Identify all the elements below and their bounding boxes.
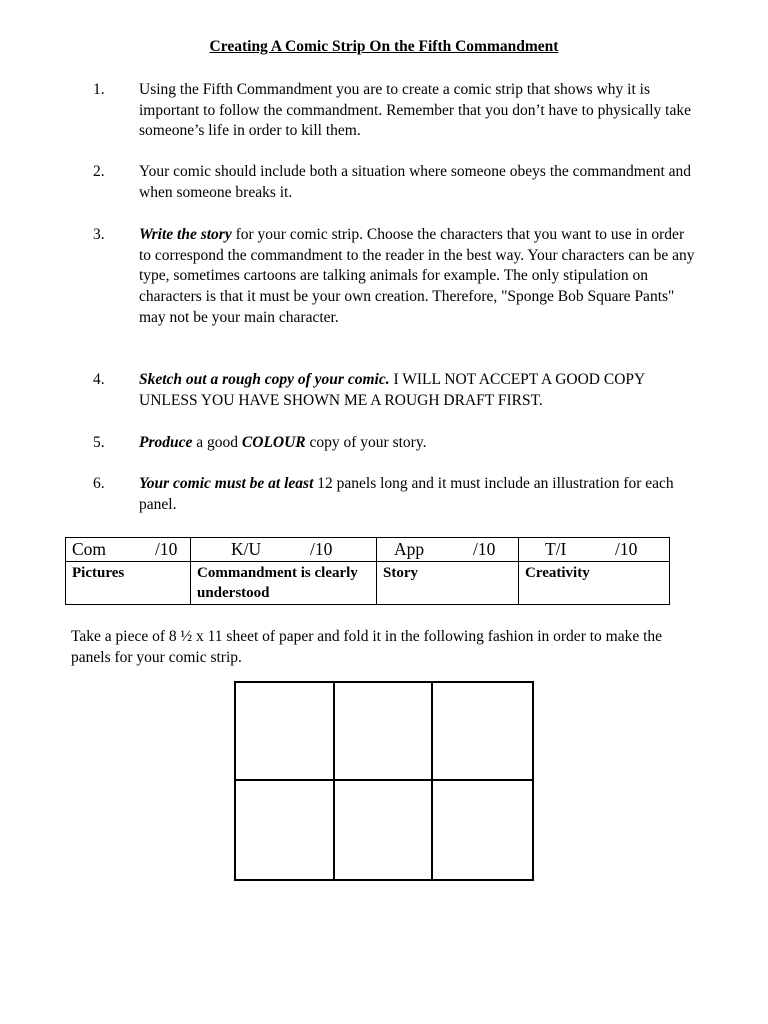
instruction-text (139, 225, 695, 329)
rubric-header-ku (191, 538, 377, 562)
rubric-header-app (377, 538, 519, 562)
instruction-text: Your comic should include both a situation where someone obeys the commandment and when someone breaks it. (139, 163, 692, 201)
rubric-header-score: /10 (615, 539, 638, 559)
instruction-number: 5. (93, 434, 105, 451)
rubric-header-ti (519, 538, 670, 562)
instruction-number: 4. (93, 371, 105, 388)
instruction-body: I WILL NOT ACCEPT A GOOD COPY UNLESS YOU HAVE SHOWN ME A ROUGH DRAFT FIRST. (139, 371, 645, 409)
comic-panel (236, 683, 335, 781)
rubric-header-score: /10 (473, 539, 496, 559)
instruction-body: for your comic strip. Choose the characters that you want to use in order to correspond the commandment to the reader in the best way. Your characters can be any type, sometimes cartoons are talking animals for example. The only stipulation on characters is that it must be your own creation. Therefore, "Sponge Bob Square Pants" may not be your main character. (139, 226, 695, 326)
comic-panel (335, 781, 434, 879)
instruction-emphasis: Produce (139, 434, 193, 451)
rubric-criterion-creativity: Creativity (519, 562, 670, 605)
instruction-number: 6. (93, 475, 105, 492)
instruction-body: a good (192, 434, 242, 451)
rubric-header-com (66, 538, 191, 562)
rubric-criteria-row (66, 562, 670, 605)
rubric-header-label: App (394, 539, 425, 559)
comic-panel (335, 683, 434, 781)
instruction-number: 1. (93, 81, 105, 98)
rubric-criterion-pictures: Pictures (66, 562, 191, 605)
instruction-number: 2. (93, 163, 105, 180)
rubric-header-row (66, 538, 670, 562)
instruction-number: 3. (93, 226, 105, 243)
instruction-text (139, 370, 695, 411)
instruction-emphasis: Sketch out a rough copy of your comic. (139, 371, 390, 388)
comic-panel (433, 781, 532, 879)
comic-panel-grid (234, 681, 534, 881)
rubric-header-score: /10 (310, 539, 333, 559)
rubric-criterion-commandment: Commandment is clearly understood (191, 562, 377, 605)
instruction-body: 12 panels long and it must include an illustration for each panel. (139, 475, 674, 513)
instruction-body-end: copy of your story. (305, 434, 427, 451)
rubric-header-label: T/I (545, 539, 567, 559)
rubric-header-label: K/U (231, 539, 262, 559)
instruction-emphasis: Your comic must be at least (139, 475, 314, 492)
instruction-emphasis-colour: COLOUR (241, 434, 306, 451)
instruction-text (139, 433, 695, 454)
instruction-emphasis: Write the story (139, 226, 232, 243)
instruction-text (139, 474, 695, 515)
instruction-text: Using the Fifth Commandment you are to create a comic strip that shows why it is important to follow the commandment. Remember that you don’t have to physically take someone’s life in order to kill them. (139, 81, 691, 140)
rubric-table (65, 537, 670, 605)
rubric-header-score: /10 (155, 539, 178, 559)
rubric-header-label: Com (72, 539, 107, 559)
comic-panel (433, 683, 532, 781)
page-title: Creating A Comic Strip On the Fifth Commandment (209, 38, 559, 55)
rubric-criterion-story: Story (377, 562, 519, 605)
comic-panel (236, 781, 335, 879)
fold-instructions: Take a piece of 8 ½ x 11 sheet of paper and fold it in the following fashion in order to make the panels for your comic strip. (71, 628, 663, 666)
